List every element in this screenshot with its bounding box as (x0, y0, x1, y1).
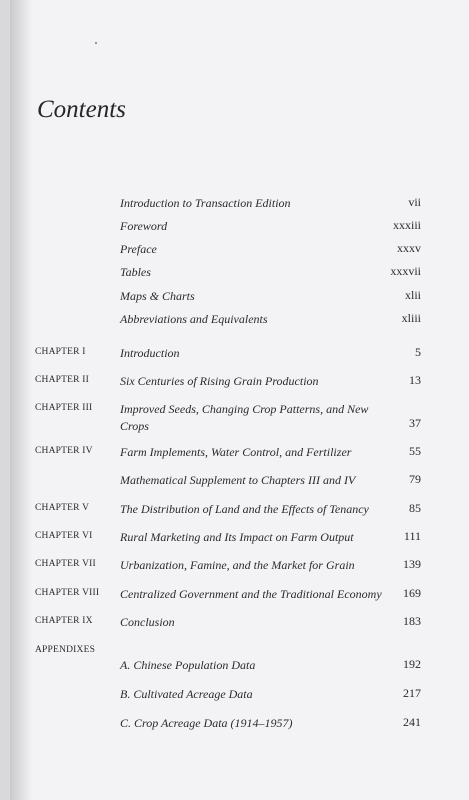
appendix-page: 241 (403, 715, 421, 729)
toc-entry-label: Maps & Charts (120, 289, 195, 303)
toc-entry-page: xliii (401, 311, 421, 325)
chapter-title: Farm Implements, Water Control, and Fertilizer (120, 445, 352, 459)
chapter-page: 111 (403, 529, 421, 543)
appendix-title: A. Chinese Population Data (120, 658, 256, 672)
chapter-page: 37 (409, 416, 421, 430)
toc-entry-label: Introduction to Transaction Edition (120, 196, 291, 210)
chapter-page: 5 (415, 345, 421, 359)
chapter-page: 79 (409, 472, 421, 486)
appendix-page: 217 (403, 686, 421, 700)
paper-speck (95, 42, 97, 44)
toc-entry-page: xxxv (397, 241, 421, 255)
chapter-page: 183 (403, 614, 421, 628)
page-title: Contents (37, 96, 126, 123)
chapter-number: CHAPTER IV (35, 446, 93, 456)
chapter-title: Six Centuries of Rising Grain Production (120, 374, 319, 388)
chapter-number: CHAPTER VI (35, 531, 93, 541)
chapter-page: 85 (409, 501, 421, 515)
chapter-number: CHAPTER IX (35, 616, 93, 626)
appendix-title: C. Crop Acreage Data (1914–1957) (120, 716, 293, 730)
toc-entry-label: Preface (120, 242, 157, 256)
chapter-title: Centralized Government and the Traditional Economy (120, 587, 382, 601)
toc-entry-page: xxxvii (390, 264, 421, 278)
toc-entry-page: vii (408, 195, 421, 209)
chapter-number: CHAPTER V (35, 503, 90, 513)
appendix-title: B. Cultivated Acreage Data (120, 687, 253, 701)
toc-entry-page: xxxiii (392, 218, 421, 232)
chapter-title: Rural Marketing and Its Impact on Farm Output (120, 530, 354, 544)
chapter-number: CHAPTER III (35, 403, 93, 413)
chapter-title: The Distribution of Land and the Effects of Tenancy (120, 502, 369, 516)
chapter-page: 139 (403, 557, 421, 571)
appendix-page: 192 (403, 657, 421, 671)
toc-entry-label: Tables (120, 265, 151, 279)
chapter-number: CHAPTER VIII (35, 588, 100, 598)
appendixes-heading: APPENDIXES (35, 645, 96, 655)
chapter-page: 55 (409, 444, 421, 458)
chapter-title: Introduction (120, 346, 180, 360)
supplement-title: Mathematical Supplement to Chapters III and IV (120, 473, 356, 487)
toc-entry-label: Abbreviations and Equivalents (120, 312, 268, 326)
chapter-number: CHAPTER II (35, 375, 89, 385)
chapter-page: 169 (403, 586, 421, 600)
chapter-number: CHAPTER I (35, 347, 86, 357)
chapter-number: CHAPTER VII (35, 559, 96, 569)
chapter-title: Improved Seeds, Changing Crop Patterns, and New Crops (120, 402, 369, 433)
toc-entry-label: Foreword (120, 219, 168, 233)
chapter-title: Conclusion (120, 615, 175, 629)
chapter-title: Urbanization, Famine, and the Market for Grain (120, 558, 355, 572)
spine-shadow (10, 0, 32, 800)
chapter-page: 13 (409, 373, 421, 387)
toc-entry-page: xlii (404, 288, 421, 302)
